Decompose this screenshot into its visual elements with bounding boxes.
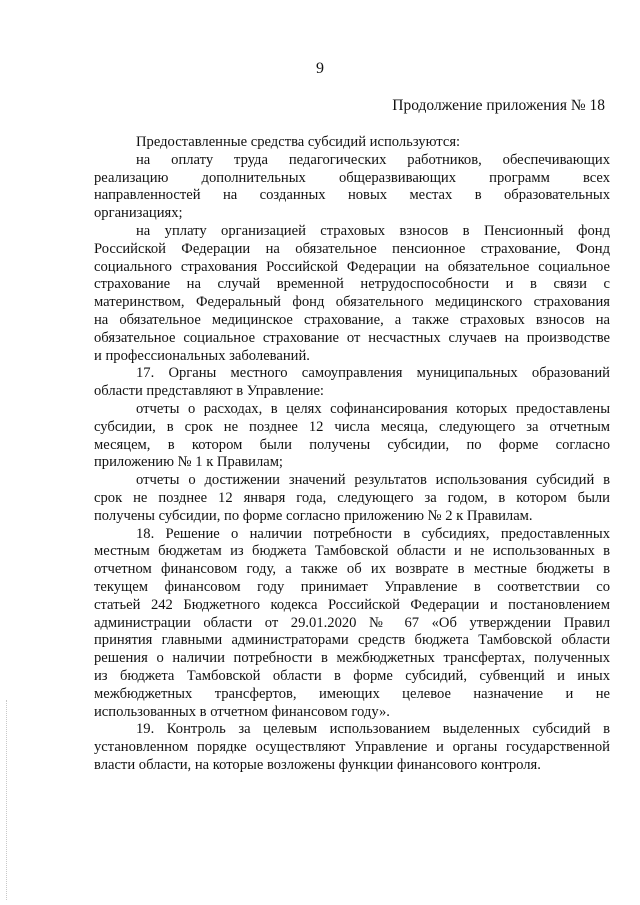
paragraph-7-line-10: межбюджетных трансфертов, имеющих целевое назначение и не bbox=[94, 685, 610, 702]
page-number: 9 bbox=[316, 60, 324, 77]
paragraph-2-line-3: направленностей на созданных новых местах в образовательных bbox=[94, 187, 610, 204]
paragraph-6-line-1: отчеты о достижении значений результатов использования субсидий в bbox=[136, 472, 610, 489]
paragraph-3-line-1: на уплату организацией страховых взносов в Пенсионный фонд bbox=[136, 222, 610, 239]
paragraph-5-line-3: месяцем, в котором были получены субсидии, по форме согласно bbox=[94, 436, 610, 453]
paragraph-5-line-1: отчеты о расходах, в целях софинансирования которых предоставлены bbox=[136, 400, 610, 417]
document-body bbox=[94, 134, 610, 775]
paragraph-2-line-2: реализацию дополнительных общеразвивающих программ всех bbox=[94, 169, 610, 186]
appendix-label: Продолжение приложения № 18 bbox=[392, 97, 605, 114]
paragraph-3-line-4: страхование на случай временной нетрудоспособности и в связи с bbox=[94, 276, 610, 293]
paragraph-3-line-5: материнством, Федеральный фонд обязательного медицинского страхования bbox=[94, 294, 610, 311]
paragraph-7-line-3: отчетном финансовом году, а также об их возврате в местные бюджеты в bbox=[94, 561, 610, 578]
paragraph-3-line-3: социального страхования Российской Федерации на обязательное социальное bbox=[94, 258, 610, 275]
paragraph-7-line-2: местным бюджетам из бюджета Тамбовской области и не использованных в bbox=[94, 543, 610, 560]
paragraph-3-line-7: обязательное социальное страхование от несчастных случаев на производстве bbox=[94, 329, 610, 346]
paragraph-3-line-6: на обязательное медицинское страхование, а также страховых взносов на bbox=[94, 311, 610, 328]
paragraph-8-line-3: власти области, на которые возложены функции финансового контроля. bbox=[94, 756, 541, 773]
paragraph-4-line-2: области представляют в Управление: bbox=[94, 383, 324, 400]
paragraph-8-line-2: установленном порядке осуществляют Управление и органы государственной bbox=[94, 739, 610, 756]
paragraph-6-line-3: получены субсидии, по форме согласно приложению № 2 к Правилам. bbox=[94, 507, 533, 524]
scan-margin-marks bbox=[6, 700, 8, 900]
paragraph-2-line-1: на оплату труда педагогических работников, обеспечивающих bbox=[136, 151, 610, 168]
paragraph-5-line-4: приложению № 1 к Правилам; bbox=[94, 454, 283, 471]
paragraph-7-line-7: принятия главными администраторами средств бюджета Тамбовской области bbox=[94, 632, 610, 649]
paragraph-6-line-2: срок не позднее 12 января года, следующего за годом, в котором были bbox=[94, 489, 610, 506]
paragraph-7-line-1: 18. Решение о наличии потребности в субсидиях, предоставленных bbox=[136, 525, 610, 542]
paragraph-3-line-2: Российской Федерации на обязательное пенсионное страхование, Фонд bbox=[94, 240, 610, 257]
paragraph-7-line-4: текущем финансовом году принимает Управление в соответствии со bbox=[94, 578, 610, 595]
paragraph-7-line-9: из бюджета Тамбовской области в форме субсидий, субвенций и иных bbox=[94, 667, 610, 684]
paragraph-7-line-6: администрации области от 29.01.2020 № 67 «Об утверждении Правил bbox=[94, 614, 610, 631]
paragraph-8-line-1: 19. Контроль за целевым использованием выделенных субсидий в bbox=[136, 721, 610, 738]
paragraph-7-line-8: решения о наличии потребности в межбюджетных трансфертах, полученных bbox=[94, 650, 610, 667]
paragraph-1-line-1: Предоставленные средства субсидий используются: bbox=[136, 134, 461, 150]
paragraph-4-line-1: 17. Органы местного самоуправления муниципальных образований bbox=[136, 365, 610, 382]
paragraph-7-line-5: статьей 242 Бюджетного кодекса Российской Федерации и постановлением bbox=[94, 596, 610, 613]
paragraph-3-line-8: и профессиональных заболеваний. bbox=[94, 347, 310, 364]
paragraph-5-line-2: субсидии, в срок не позднее 12 числа месяца, следующего за отчетным bbox=[94, 418, 610, 435]
paragraph-7-line-11: использованных в отчетном финансовом году». bbox=[94, 703, 390, 720]
paragraph-2-line-4: организациях; bbox=[94, 205, 183, 222]
